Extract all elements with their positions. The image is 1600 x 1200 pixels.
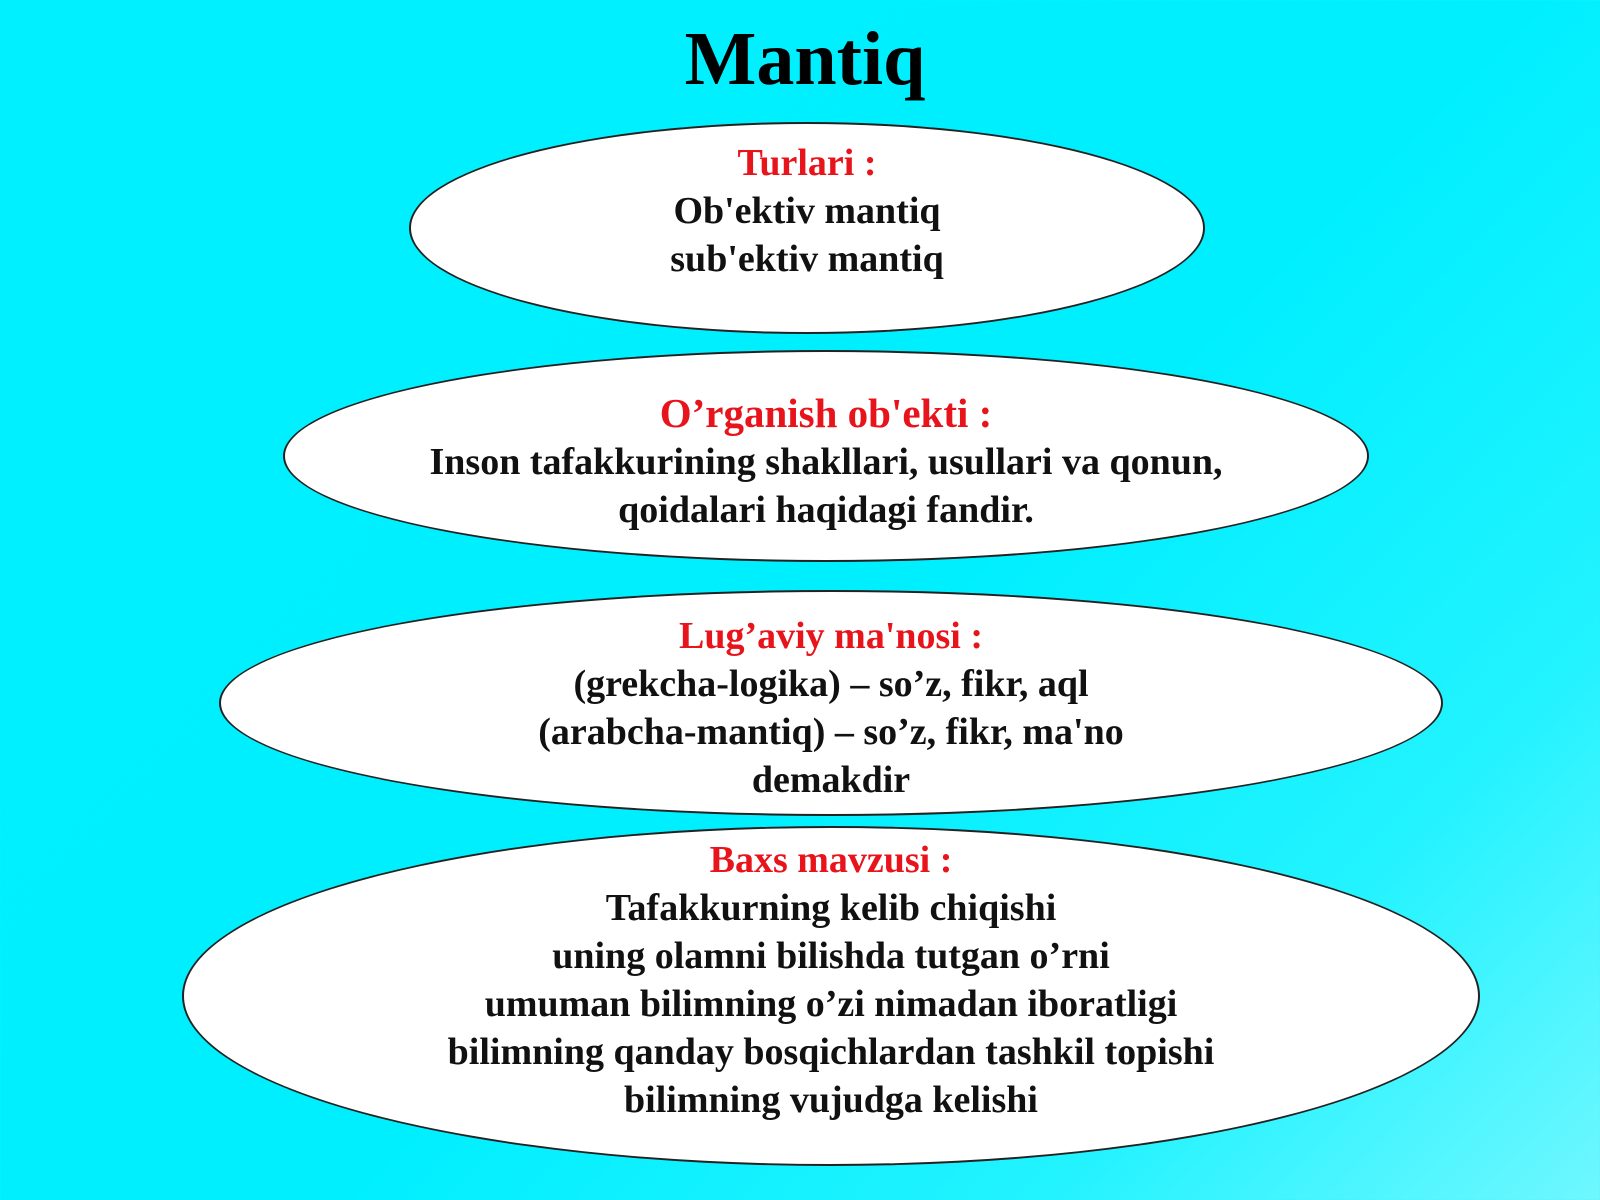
- types-ellipse: [409, 122, 1205, 334]
- discussion-topic-line: Tafakkurning kelib chiqishi: [605, 887, 1057, 929]
- lexical-meaning-line: (arabcha-mantiq) – so’z, fikr, ma'no: [538, 711, 1124, 753]
- slide-title: Mantiq: [684, 17, 926, 101]
- discussion-topic-line: bilimning qanday bosqichlardan tashkil topishi: [447, 1031, 1215, 1073]
- discussion-topic-line: bilimning vujudga kelishi: [624, 1079, 1038, 1121]
- discussion-topic-heading: Baxs mavzusi :: [709, 839, 953, 881]
- types-heading: Turlari :: [737, 142, 877, 184]
- discussion-topic-line: uning olamni bilishda tutgan o’rni: [552, 935, 1110, 977]
- types-line: Ob'ektiv mantiq: [673, 190, 941, 232]
- discussion-topic-ellipse: [182, 826, 1480, 1166]
- lexical-meaning-line: demakdir: [751, 759, 911, 801]
- types-line: sub'ektiv mantiq: [670, 238, 944, 280]
- study-object-ellipse: [283, 350, 1369, 562]
- study-object-line: qoidalari haqidagi fandir.: [618, 489, 1034, 531]
- lexical-meaning-ellipse: [219, 590, 1443, 816]
- lexical-meaning-heading: Lug’aviy ma'nosi :: [678, 615, 984, 657]
- lexical-meaning-line: (grekcha-logika) – so’z, fikr, aql: [573, 663, 1089, 705]
- discussion-topic-line: umuman bilimning o’zi nimadan iboratligi: [484, 983, 1178, 1025]
- study-object-line: Inson tafakkurining shakllari, usullari va qonun,: [429, 441, 1223, 483]
- study-object-heading: O’rganish ob'ekti :: [659, 390, 993, 436]
